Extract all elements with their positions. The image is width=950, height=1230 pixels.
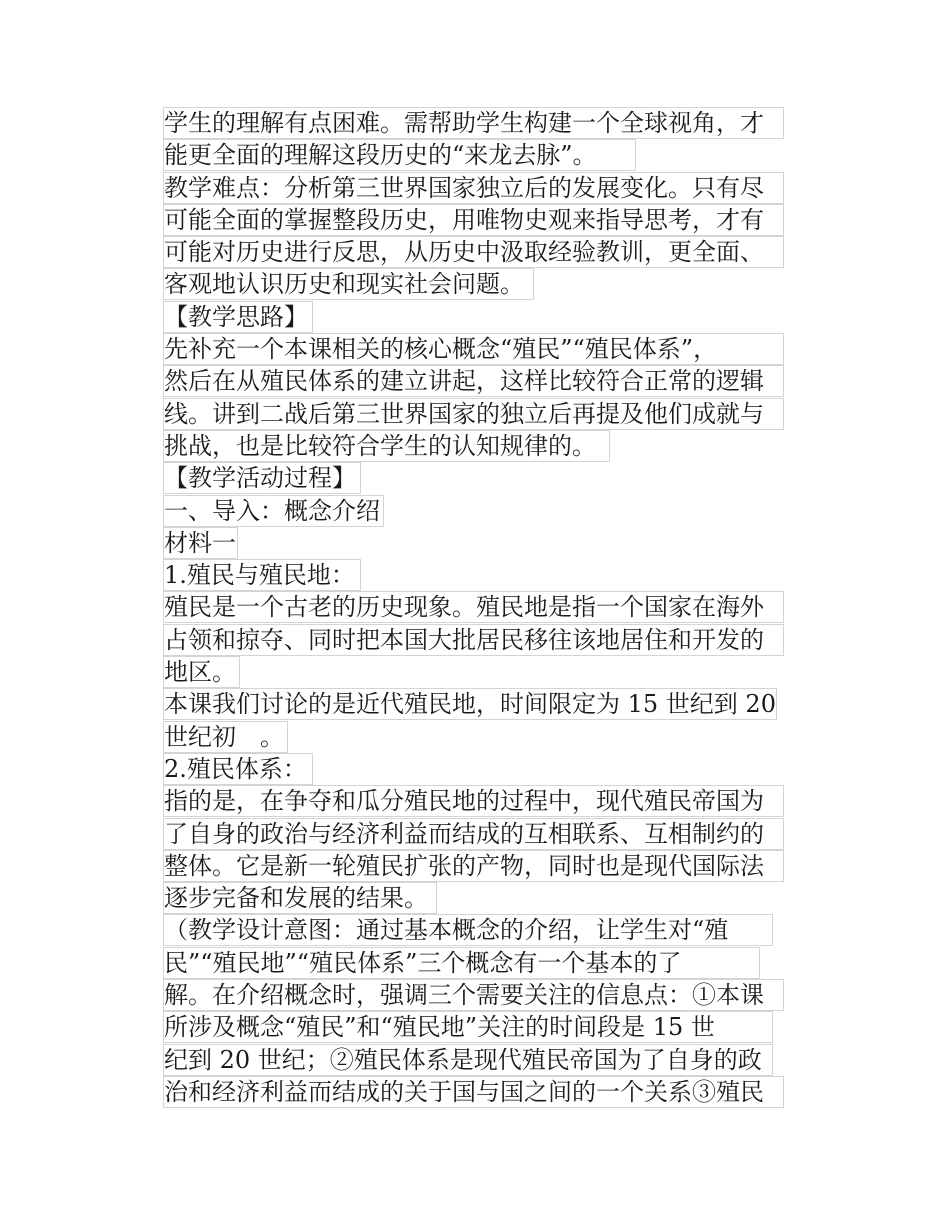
text-line: 殖民是一个古老的历史现象。殖民地是指一个国家在海外 bbox=[163, 591, 784, 623]
item-heading: 1.殖民与殖民地： bbox=[163, 559, 784, 591]
item-heading: 2.殖民体系： bbox=[163, 753, 784, 785]
text-line: 地区。 bbox=[163, 656, 784, 688]
text-line: 了自身的政治与经济利益而结成的互相联系、互相制约的 bbox=[163, 818, 784, 850]
text-line: 客观地认识历史和现实社会问题。 bbox=[163, 268, 784, 300]
text-line: 挑战，也是比较符合学生的认知规律的。 bbox=[163, 430, 784, 462]
text-line: 可能对历史进行反思，从历史中汲取经验教训，更全面、 bbox=[163, 236, 784, 268]
text-line: 先补充一个本课相关的核心概念“殖民”“殖民体系”， bbox=[163, 333, 784, 365]
text-line: （教学设计意图：通过基本概念的介绍，让学生对“殖 bbox=[163, 914, 784, 946]
text-line: 整体。它是新一轮殖民扩张的产物，同时也是现代国际法 bbox=[163, 850, 784, 882]
text-line: 学生的理解有点困难。需帮助学生构建一个全球视角，才 bbox=[163, 107, 784, 139]
text-line: 所涉及概念“殖民”和“殖民地”关注的时间段是 15 世 bbox=[163, 1011, 784, 1043]
text-line: 本课我们讨论的是近代殖民地，时间限定为 15 世纪到 20 bbox=[164, 690, 776, 719]
text-line: 然后在从殖民体系的建立讲起，这样比较符合正常的逻辑 bbox=[163, 365, 784, 397]
subsection-heading: 一、导入：概念介绍 bbox=[163, 495, 784, 527]
text-line: 能更全面的理解这段历史的“来龙去脉”。 bbox=[163, 139, 784, 171]
text-line: 占领和掠夺、同时把本国大批居民移往该地居住和开发的 bbox=[163, 624, 784, 656]
section-heading: 【教学思路】 bbox=[163, 301, 784, 333]
text-line: 治和经济利益而结成的关于国与国之间的一个关系③殖民 bbox=[163, 1076, 784, 1108]
text-line: 可能全面的掌握整段历史，用唯物史观来指导思考，才有 bbox=[163, 204, 784, 236]
text-line: 指的是，在争夺和瓜分殖民地的过程中，现代殖民帝国为 bbox=[163, 785, 784, 817]
text-line: 解。在介绍概念时，强调三个需要关注的信息点：①本课 bbox=[163, 979, 784, 1011]
material-label: 材料一 bbox=[164, 528, 236, 557]
document-text-block bbox=[163, 107, 784, 1108]
text-line: 逐步完备和发展的结果。 bbox=[163, 882, 784, 914]
text-line: 民”“殖民地”“殖民体系”三个概念有一个基本的了 bbox=[163, 947, 784, 979]
text-line: 世纪初 。 bbox=[163, 721, 784, 753]
section-heading: 【教学活动过程】 bbox=[163, 462, 784, 494]
text-line: 线。讲到二战后第三世界国家的独立后再提及他们成就与 bbox=[163, 398, 784, 430]
text-line: 纪到 20 世纪；②殖民体系是现代殖民帝国为了自身的政 bbox=[163, 1044, 784, 1076]
text-line: 教学难点：分析第三世界国家独立后的发展变化。只有尽 bbox=[163, 172, 784, 204]
